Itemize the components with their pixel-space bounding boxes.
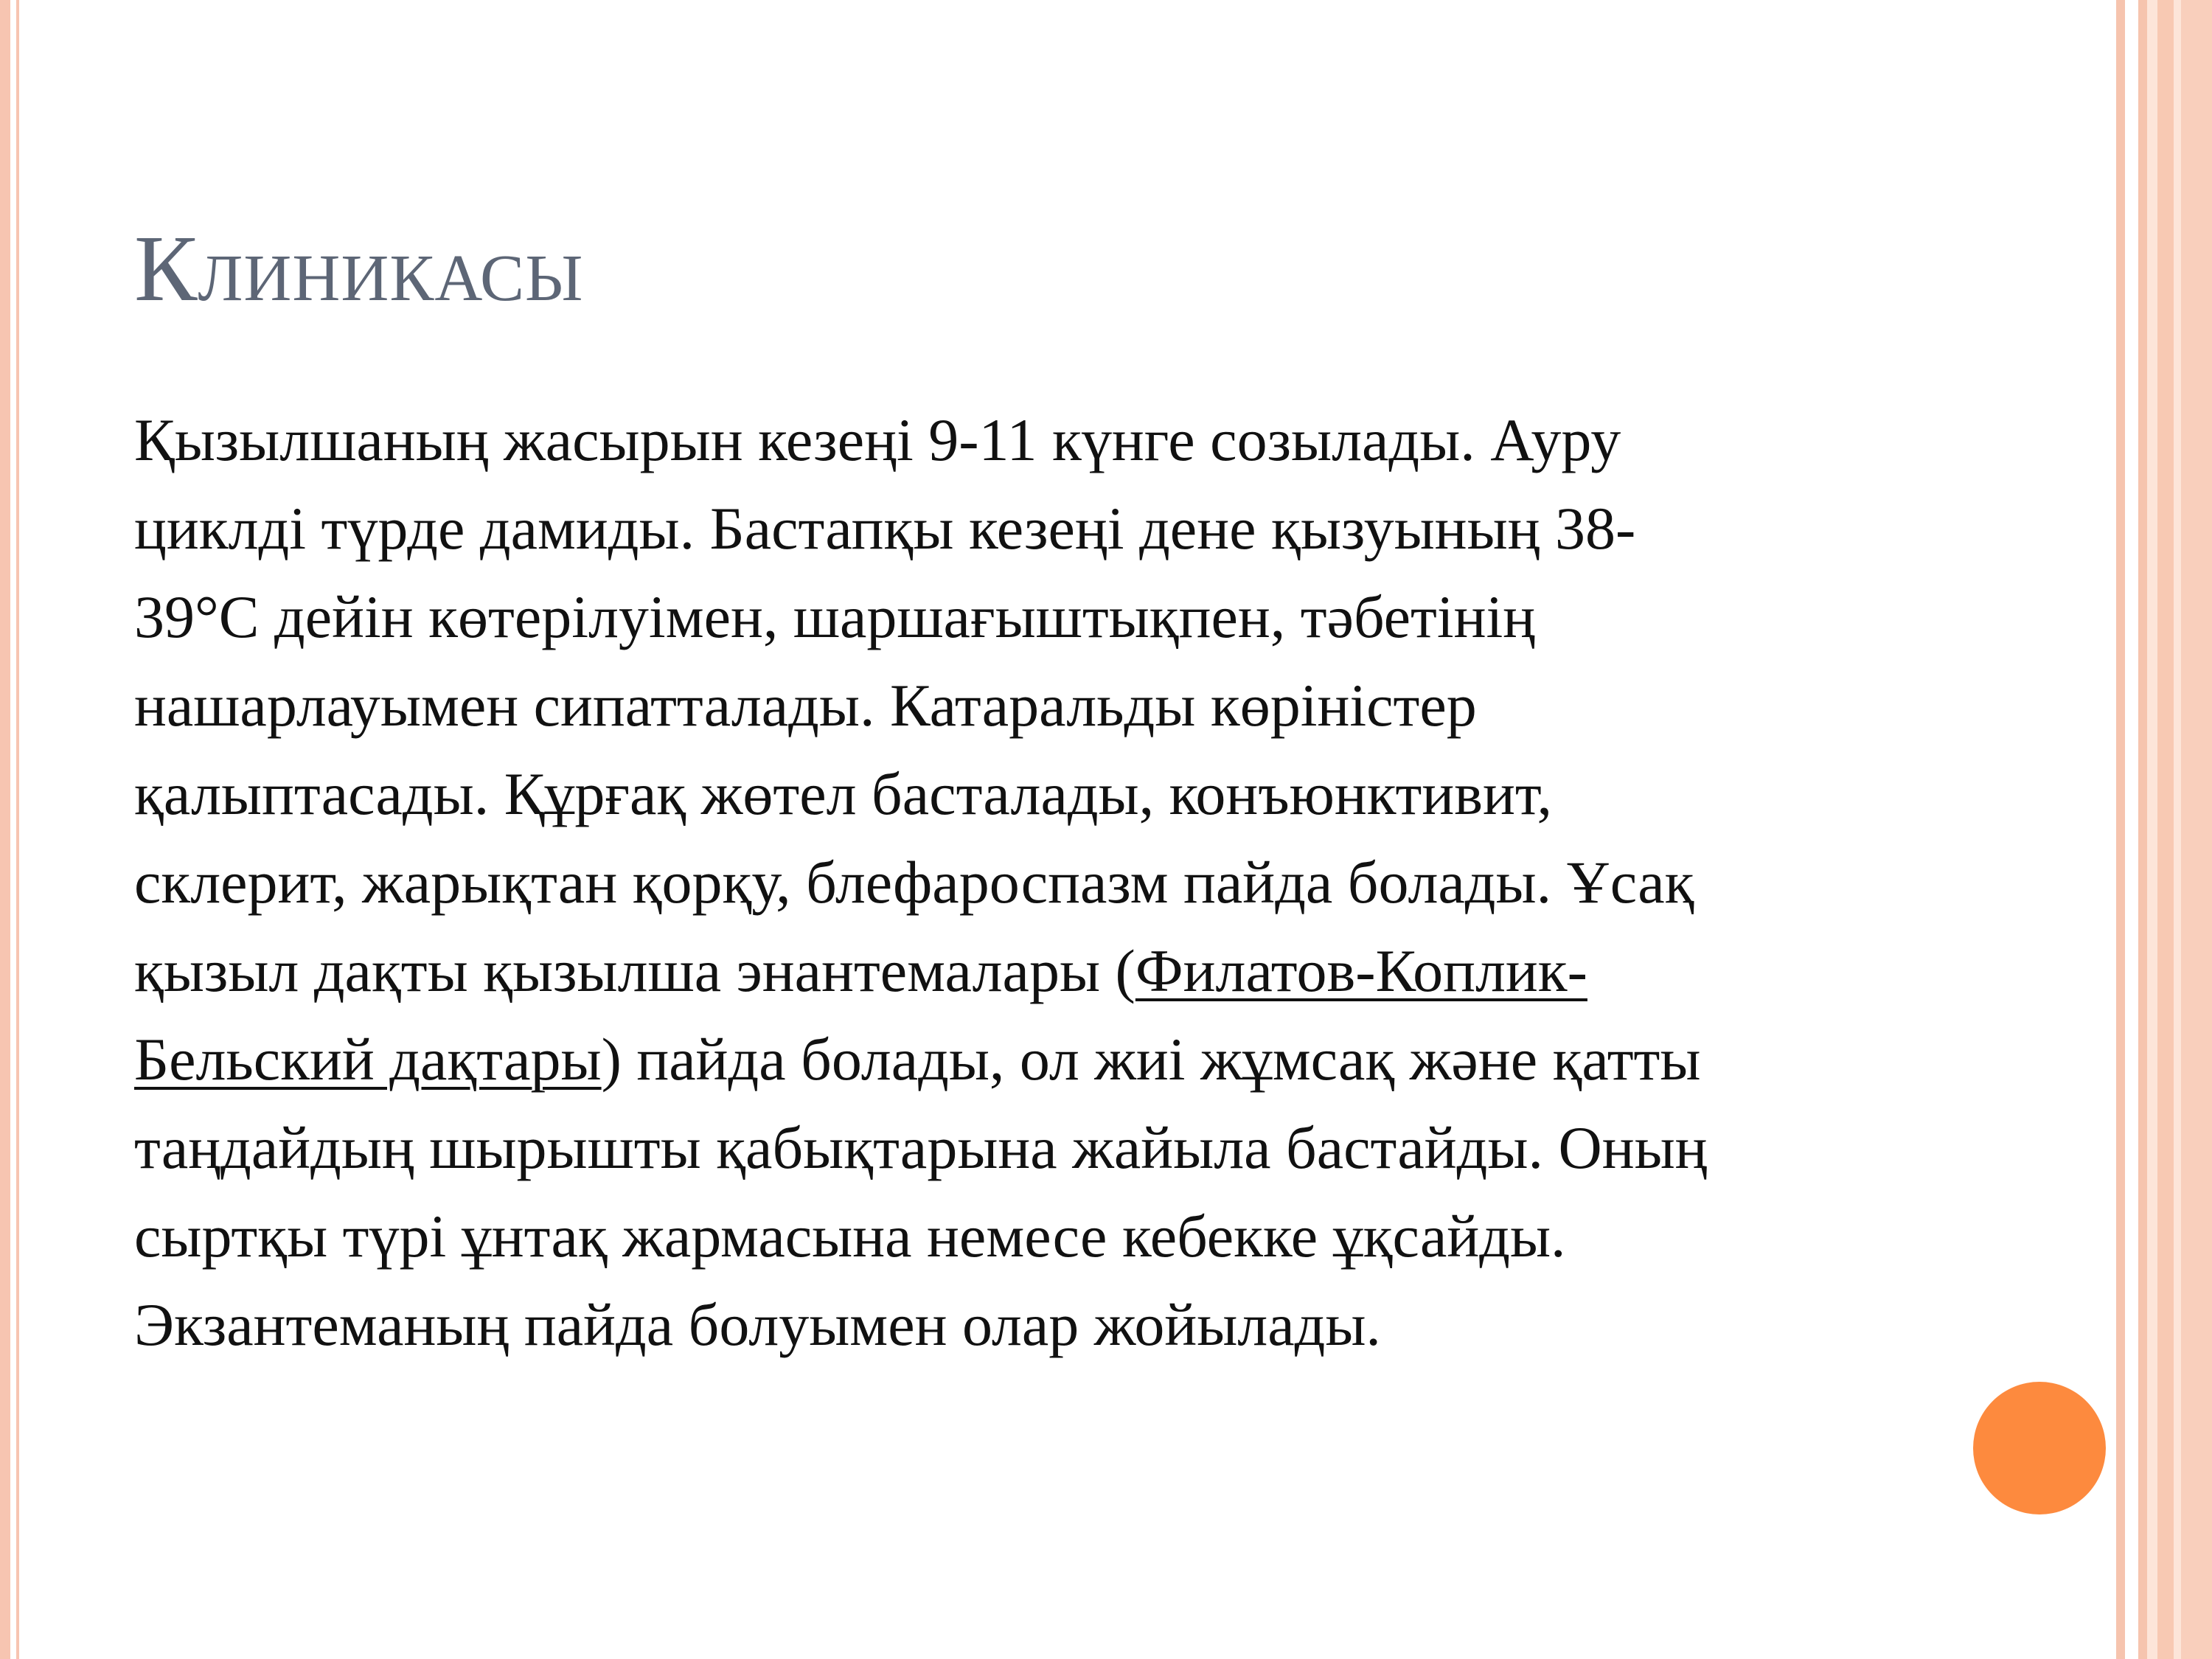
decorative-orange-circle <box>1973 1382 2106 1514</box>
body-line: 39°С дейін көтерілуімен, шаршағыштықпен, тәбетінің <box>134 583 1536 650</box>
right-stripe <box>2147 0 2157 1659</box>
right-stripe <box>2174 0 2181 1659</box>
right-stripe <box>2125 0 2138 1659</box>
body-line: нашарлауымен сипатталады. Катаральды көріністер <box>134 672 1477 739</box>
filatov-koplik-belsky-link[interactable]: Филатов-Коплик- <box>1135 937 1587 1004</box>
left-border-gap <box>10 0 16 1659</box>
body-line: циклді түрде дамиды. Бастапқы кезеңі дене қызуының 38- <box>134 495 1636 562</box>
body-line <box>134 927 2088 1015</box>
body-line: склерит, жарықтан қорқу, блефароспазм пайда болады. Ұсақ <box>134 849 1694 916</box>
body-text-segment: ) пайда болады, ол жиі жұмсақ және қатты <box>601 1026 1701 1093</box>
body-line: Экзантеманың пайда болуымен олар жойылады. <box>134 1291 1381 1358</box>
slide-title: Клиникасы <box>134 216 584 321</box>
body-line: сыртқы түрі ұнтақ жармасына немесе кебекке ұқсайды. <box>134 1203 1566 1270</box>
right-stripe <box>2181 0 2212 1659</box>
body-line: қалыптасады. Құрғақ жөтел басталады, конъюнктивит, <box>134 760 1552 827</box>
body-text-segment: қызыл дақты қызылша энантемалары ( <box>134 937 1135 1004</box>
filatov-koplik-belsky-link[interactable]: Бельский дақтары <box>134 1026 602 1093</box>
right-stripe <box>2138 0 2147 1659</box>
right-stripe <box>2157 0 2174 1659</box>
left-border-line <box>16 0 19 1659</box>
body-line: Қызылшаның жасырын кезеңі 9-11 күнге созылады. Ауру <box>134 406 1621 473</box>
body-line: таңдайдың шырышты қабықтарына жайыла бастайды. Оның <box>134 1114 1708 1181</box>
right-stripe <box>2116 0 2125 1659</box>
body-line <box>134 1015 2088 1104</box>
slide-body <box>134 396 2088 1369</box>
left-border <box>0 0 10 1659</box>
